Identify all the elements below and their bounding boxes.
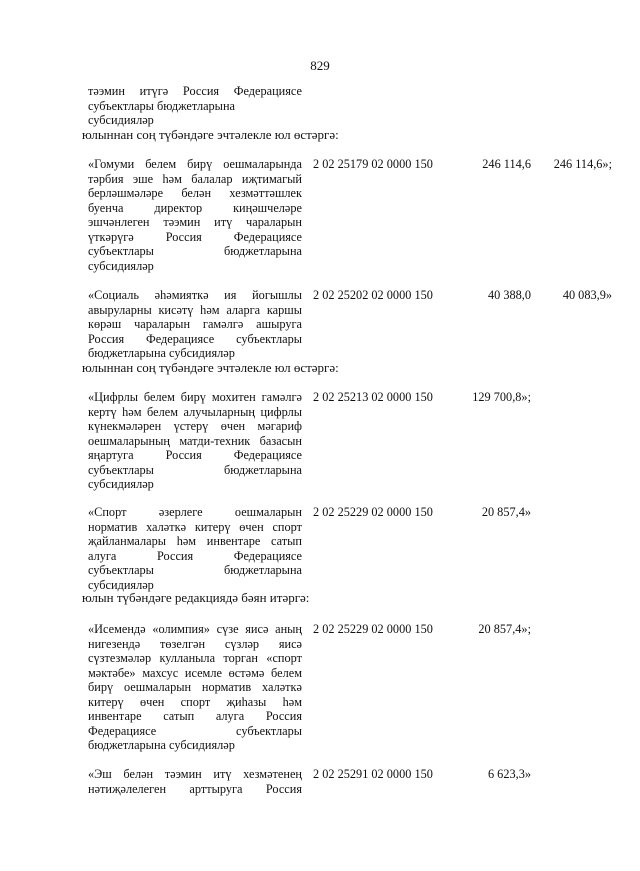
row-description (88, 288, 302, 361)
amount-value-secondary: 246 114,6»; (553, 157, 612, 171)
text-line: бюджетларына субсидияләр (88, 346, 235, 360)
text-line: мәктәбе» махсус исемле өстәмә белем (88, 665, 302, 680)
text-line: инвентаре сатып алуга Россия (88, 709, 302, 723)
budget-code: 2 02 25291 02 0000 150 (313, 767, 433, 781)
instruction-text: юлын түбәндәге редакциядә бәян итәргә: (82, 590, 310, 605)
text-line: тәэмин итүгә Россия Федерациясе (88, 84, 302, 98)
text-line: бюджетларына субсидияләр (88, 738, 235, 752)
text-line: «Социаль әһәмияткә ия йогышлы (88, 288, 302, 302)
text-line: субсидияләр (88, 113, 154, 127)
instruction-text: юлыннан соң түбәндәге эчтәлекле юл өстәргә: (82, 360, 339, 375)
amount-value: 6 623,3» (487, 767, 531, 781)
row-description (88, 157, 302, 273)
amount-value: 129 700,8»; (472, 390, 531, 404)
row-description (88, 767, 302, 796)
text-line: авыруларны кисәтү һәм аларга каршы (88, 302, 302, 317)
text-line: алуга Россия Федерациясе (88, 548, 302, 563)
text-line: «Эш белән тәэмин итү хезмәтенең (88, 767, 302, 781)
amount-value: 20 857,4» (481, 505, 531, 519)
text-line: Федерациясе субъектлары (88, 723, 302, 738)
text-line: үткәрүгә Россия Федерациясе (88, 229, 302, 244)
text-line: оешмаларының матди-техник базасын (88, 433, 302, 448)
page-number: 829 (310, 58, 330, 73)
budget-code: 2 02 25213 02 0000 150 (313, 390, 433, 404)
text-line: тәрбия эше һәм балалар иҗтимагый (88, 171, 302, 186)
row-description (88, 505, 302, 592)
amount-value: 40 388,0 (487, 288, 531, 302)
amount-value-secondary: 40 083,9» (562, 288, 612, 302)
text-line: китерү өчен спорт җиһазы һәм (88, 694, 302, 709)
text-line: эшчәнлеген тәэмин итү чараларын (88, 215, 302, 229)
text-line: норматив халәткә китерү өчен спорт (88, 519, 302, 534)
text-line: Россия Федерациясе субъектлары (88, 331, 302, 346)
text-line: субсидияләр (88, 477, 154, 491)
amount-value: 246 114,6 (482, 157, 531, 171)
amount-value: 20 857,4»; (478, 622, 531, 636)
text-line: күнекмәләрен үстерү өчен мәгариф (88, 419, 302, 433)
row-description (88, 390, 302, 492)
budget-code: 2 02 25229 02 0000 150 (313, 622, 433, 636)
text-line: «Спорт әзерлеге оешмаларын (88, 505, 302, 519)
text-line: субъектлары бюджетларына (88, 98, 235, 113)
text-line: «Исемендә «олимпия» сүзе яисә аның (88, 622, 302, 636)
text-line: «Цифрлы белем бирү мохитен гамәлгә (88, 390, 302, 404)
intro-paragraph (88, 84, 302, 128)
text-line: субсидияләр (88, 577, 154, 592)
budget-code: 2 02 25202 02 0000 150 (313, 288, 433, 302)
text-line: нигезендә төзелгән сүзләр яисә (88, 636, 302, 651)
text-line: көрәш чараларын гамәлгә ашыруга (88, 317, 302, 331)
text-line: субъектлары бюджетларына (88, 563, 302, 577)
text-line: кертү һәм белем алучыларның цифрлы (88, 404, 302, 419)
text-line: субъектлары бюджетларына (88, 462, 302, 477)
text-line: субъектлары бюджетларына (88, 244, 302, 258)
budget-code: 2 02 25179 02 0000 150 (313, 157, 433, 171)
text-line: «Гомуми белем бирү оешмаларында (88, 157, 302, 171)
text-line: җайланмалары һәм инвентаре сатып (88, 534, 302, 548)
budget-code: 2 02 25229 02 0000 150 (313, 505, 433, 519)
instruction-text: юлыннан соң түбәндәге эчтәлекле юл өстәргә: (82, 127, 339, 142)
text-line: нәтиҗәлелеген арттыруга Россия (88, 781, 302, 796)
text-line: берләшмәләре белән хезмәттәшлек (88, 186, 302, 200)
text-line: бирү оешмаларын норматив халәткә (88, 680, 302, 694)
row-description (88, 622, 302, 753)
text-line: сүзтезмәләр кулланыла торган «спорт (88, 651, 302, 665)
text-line: буенча директор киңәшчеләре (88, 200, 302, 215)
text-line: субсидияләр (88, 258, 154, 273)
text-line: яңартуга Россия Федерациясе (88, 448, 302, 462)
